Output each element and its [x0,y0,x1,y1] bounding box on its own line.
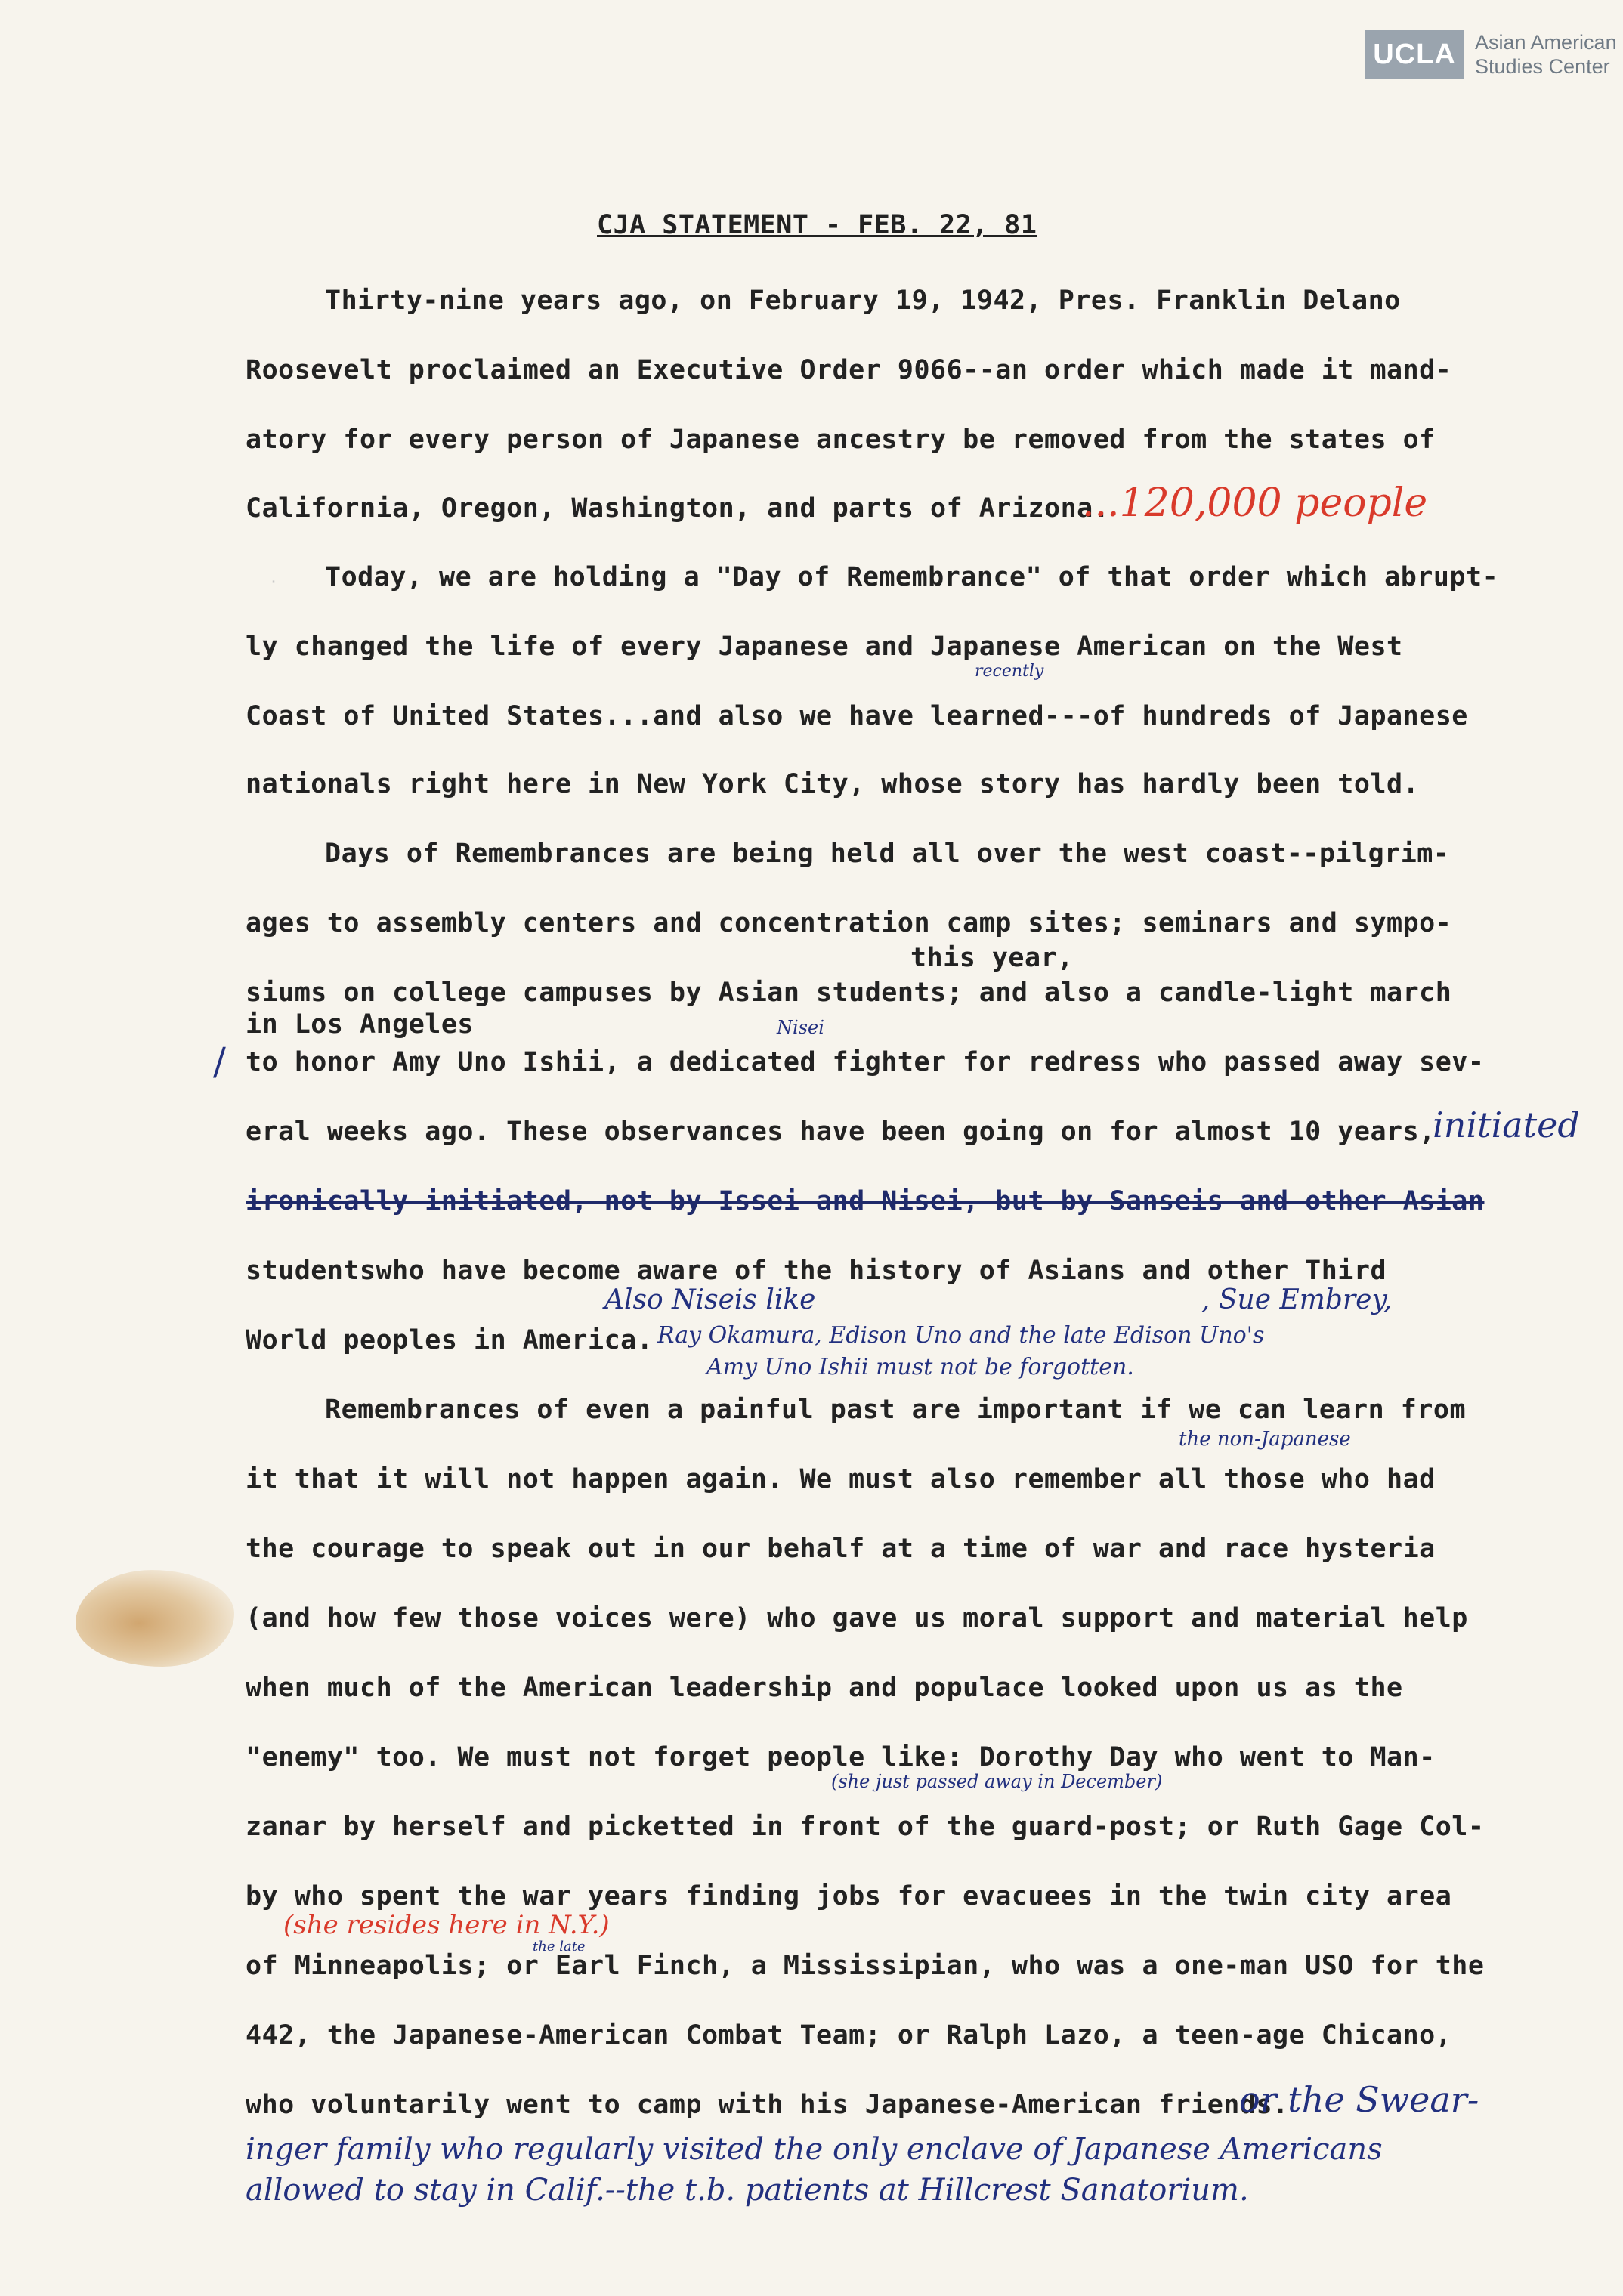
blue-note-dorothy-day: (she just passed away in December) [831,1771,1163,1792]
body-line: 442, the Japanese-American Combat Team; or Ralph Lazo, a teen-age Chicano, [246,2020,1452,2050]
blue-note-niseis-line1b: , Sue Embrey, [1201,1284,1393,1315]
body-line: nationals right here in New York City, whose story has hardly been told. [246,769,1420,799]
blue-note-niseis-line2: Ray Okamura, Edison Uno and the late Edison Uno's [657,1322,1265,1349]
body-line: Roosevelt proclaimed an Executive Order 9066--an order which made it mand- [246,355,1452,385]
body-line: who voluntarily went to camp with his Japanese-American friends. [246,2090,1289,2120]
blue-insert-non-japanese: the non-Japanese [1179,1428,1351,1451]
body-line: Coast of United States...and also we have learned---of hundreds of Japanese [246,701,1468,731]
body-line: of Minneapolis; or Earl Finch, a Mississipian, who was a one-man USO for the [246,1951,1485,1981]
blue-insert-initiated: initiated [1433,1105,1580,1145]
body-line: ly changed the life of every Japanese and Japanese American on the West [246,632,1403,662]
typed-insert-this-year: this year, [910,943,1074,973]
typed-insert-los-angeles: in Los Angeles [246,1009,475,1040]
body-line: Days of Remembrances are being held all over the west coast--pilgrim- [325,839,1450,869]
blue-note-niseis-line1: Also Niseis like [604,1284,816,1315]
logo-caption [1475,30,1617,79]
blue-insert-the-late: the late [533,1939,586,1955]
body-line: Thirty-nine years ago, on February 19, 1942, Pres. Franklin Delano [325,286,1401,316]
body-line: Remembrances of even a painful past are important if we can learn from [325,1395,1467,1425]
body-line: "enemy" too. We must not forget people like: Dorothy Day who went to Man- [246,1742,1436,1772]
ucla-logo-mark: UCLA [1365,30,1464,79]
blue-note-niseis-line3: Amy Uno Ishii must not be forgotten. [706,1354,1134,1380]
body-line: (and how few those voices were) who gave us moral support and material help [246,1603,1468,1633]
body-line: siums on college campuses by Asian students; and also a candle-light march [246,978,1452,1008]
body-line: to honor Amy Uno Ishii, a dedicated fighter for redress who passed away sev- [246,1047,1485,1077]
body-line: when much of the American leadership and populace looked upon us as the [246,1673,1403,1703]
logo-caption-line1: Asian American [1475,31,1617,54]
body-line-struck: ironically initiated, not by Issei and Nisei, but by Sanseis and other Asian [246,1186,1485,1216]
body-line: zanar by herself and picketted in front of the guard-post; or Ruth Gage Col- [246,1812,1485,1842]
body-line: California, Oregon, Washington, and parts of Arizona. [246,493,1110,524]
body-line: studentswho have become aware of the history of Asians and other Third [246,1256,1387,1286]
blue-insert-recently: recently [975,662,1044,681]
coffee-stain [76,1570,234,1667]
body-line: by who spent the war years finding jobs for evacuees in the twin city area [246,1881,1452,1911]
blue-ending-line2: inger family who regularly visited the only enclave of Japanese Americans [246,2132,1383,2167]
body-line: it that it will not happen again. We must also remember all those who had [246,1464,1436,1494]
blue-ending-line1: or the Swear- [1239,2079,1479,2120]
body-line: atory for every person of Japanese ancestry be removed from the states of [246,425,1436,455]
ucla-logo [1365,30,1617,79]
blue-ending-line3: allowed to stay in Calif.--the t.b. patients at Hillcrest Sanatorium. [246,2173,1249,2208]
insertion-caret: / [213,1040,226,1083]
body-line: the courage to speak out in our behalf at a time of war and race hysteria [246,1534,1436,1564]
body-line: eral weeks ago. These observances have been going on for almost 10 years, [246,1117,1436,1147]
logo-caption-line2: Studies Center [1475,55,1610,78]
blue-insert-nisei: Nisei [777,1017,824,1038]
body-line: Today, we are holding a "Day of Remembrance" of that order which abrupt- [325,562,1499,592]
body-line: ages to assembly centers and concentration camp sites; seminars and sympo- [246,908,1452,938]
body-line: World peoples in America. [246,1325,654,1355]
red-annotation-people: ...120,000 people [1082,481,1428,526]
paper-speck: · [269,573,279,591]
red-note-minneapolis: (she resides here in N.Y.) [283,1910,610,1940]
document-title: CJA STATEMENT - FEB. 22, 81 [597,210,1037,240]
